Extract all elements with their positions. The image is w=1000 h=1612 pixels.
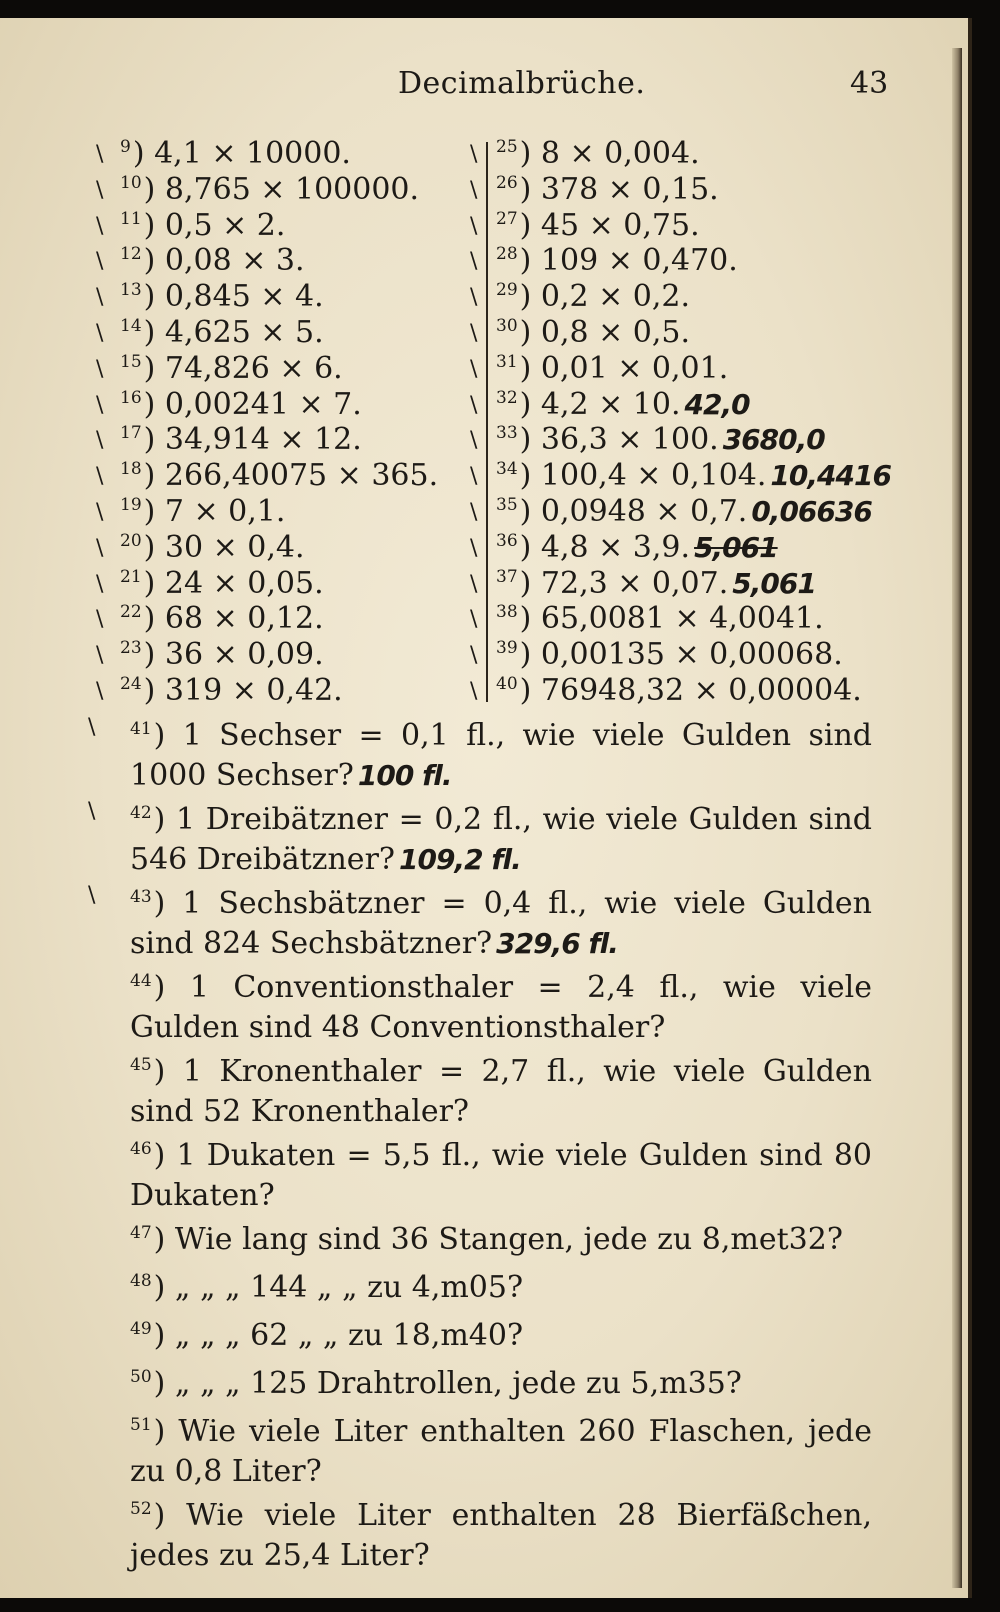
handwritten-answer: 329,6 fl. [496, 927, 618, 960]
right-exercise-column [470, 136, 891, 709]
check-mark: \ [96, 356, 104, 382]
check-mark: \ [470, 392, 478, 418]
check-mark: \ [470, 249, 478, 275]
word-problem: \ $^{43}$) 1 Sechsbätzner = 0,4 fl., wie viele Gulden sind 824 Sechsbätzner? 329,6 fl. [92, 886, 872, 962]
word-problem: \ $^{41}$) 1 Sechser = 0,1 fl., wie viele Gulden sind 1000 Sechser? 100 fl. [92, 718, 872, 794]
check-mark: \ [96, 320, 104, 346]
check-mark: \ [470, 499, 478, 525]
check-mark: \ [96, 535, 104, 561]
word-problem: $^{52}$) Wie viele Liter enthalten 28 Bierfäßchen, jedes zu 25,4 Liter? [130, 1498, 872, 1573]
check-mark: \ [470, 428, 478, 454]
word-problems [88, 715, 873, 1582]
exercise-row: \ $^{24}$) 319 × 0,42. [96, 672, 343, 708]
handwritten-answer-struck: 5,061 [694, 530, 778, 564]
handwritten-answer: 100 fl. [357, 759, 452, 792]
handwritten-answer: 0,06636 [751, 494, 872, 528]
exercise-row: \ $^{21}$) 24 × 0,05. [96, 565, 324, 601]
column-divider [486, 142, 488, 702]
check-mark: \ [470, 464, 478, 490]
exercise-row: \ $^{18}$) 266,40075 × 365. [96, 458, 439, 494]
check-mark: \ [88, 883, 96, 908]
exercise-row: \ $^{29}$) 0,2 × 0,2. [470, 279, 691, 315]
left-exercise-column [96, 136, 439, 709]
word-problem: $^{45}$) 1 Kronenthaler = 2,7 fl., wie viele Gulden sind 52 Kronenthaler? [130, 1054, 873, 1129]
word-problem: $^{48}$) „ „ „ 144 „ „ zu 4,m05? [130, 1270, 524, 1305]
handwritten-answer: 42,0 [684, 387, 750, 421]
word-problem: $^{46}$) 1 Dukaten = 5,5 fl., wie viele Gulden sind 80 Dukaten? [130, 1138, 872, 1213]
exercise-row: \ $^{17}$) 34,914 × 12. [96, 422, 362, 458]
check-mark: \ [96, 213, 104, 239]
word-problem: \ $^{42}$) 1 Dreibätzner = 0,2 fl., wie viele Gulden sind 546 Dreibätzner? 109,2 fl. [92, 802, 872, 878]
check-mark: \ [470, 285, 478, 311]
word-problem: $^{47}$) Wie lang sind 36 Stangen, jede zu 8,met32? [130, 1222, 843, 1257]
exercise-row: \ $^{33}$) 36,3 × 100. 3680,0 [470, 422, 825, 458]
exercise-row: \ $^{16}$) 0,00241 × 7. [96, 386, 362, 422]
exercise-row: \ $^{34}$) 100,4 × 0,104. 10,4416 [470, 458, 891, 494]
exercise-row: \ $^{19}$) 7 × 0,1. [96, 493, 286, 529]
check-mark: \ [96, 428, 104, 454]
exercise-row: \ $^{11}$) 0,5 × 2. [96, 207, 286, 243]
running-head: Decimalbrüche. [398, 66, 646, 101]
exercise-row: \ $^{10}$) 8,765 × 100000. [96, 171, 420, 207]
exercise-row: \ $^{14}$) 4,625 × 5. [96, 314, 324, 350]
exercise-row: \ $^9$) 4,1 × 10000. [96, 136, 351, 171]
check-mark: \ [470, 356, 478, 382]
exercise-row: \ $^{13}$) 0,845 × 4. [96, 279, 324, 315]
check-mark: \ [470, 571, 478, 597]
check-mark: \ [96, 464, 104, 490]
handwritten-answer: 3680,0 [722, 423, 825, 457]
exercise-row: \ $^{38}$) 65,0081 × 4,0041. [470, 601, 824, 637]
check-mark: \ [88, 715, 96, 740]
check-mark: \ [96, 678, 104, 704]
page-number: 43 [850, 66, 889, 101]
check-mark: \ [96, 392, 104, 418]
check-mark: \ [470, 678, 478, 704]
exercise-row: \ $^{22}$) 68 × 0,12. [96, 601, 324, 637]
check-mark: \ [96, 177, 104, 203]
exercise-row: \ $^{25}$) 8 × 0,004. [470, 136, 700, 171]
check-mark: \ [470, 607, 478, 633]
exercise-row: \ $^{26}$) 378 × 0,15. [470, 171, 719, 207]
check-mark: \ [470, 535, 478, 561]
check-mark: \ [470, 643, 478, 669]
check-mark: \ [96, 643, 104, 669]
book-page [0, 18, 972, 1598]
exercise-row: \ $^{12}$) 0,08 × 3. [96, 243, 305, 279]
exercise-row: \ $^{39}$) 0,00135 × 0,00068. [470, 637, 843, 673]
handwritten-answer: 109,2 fl. [399, 843, 521, 876]
exercise-row: \ $^{28}$) 109 × 0,470. [470, 243, 738, 279]
check-mark: \ [470, 177, 478, 203]
exercise-row: \ $^{31}$) 0,01 × 0,01. [470, 350, 729, 386]
handwritten-answer: 10,4416 [770, 459, 891, 493]
check-mark: \ [470, 142, 478, 167]
exercise-row: \ $^{37}$) 72,3 × 0,07. 5,061 [470, 565, 816, 601]
check-mark: \ [88, 799, 96, 824]
exercise-row: \ $^{15}$) 74,826 × 6. [96, 350, 343, 386]
exercise-row: \ $^{30}$) 0,8 × 0,5. [470, 314, 691, 350]
exercise-row: \ $^{40}$) 76948,32 × 0,00004. [470, 672, 862, 708]
exercise-row: \ $^{23}$) 36 × 0,09. [96, 637, 324, 673]
exercise-row: \ $^{32}$) 4,2 × 10. 42,0 [470, 386, 750, 422]
check-mark: \ [96, 499, 104, 525]
exercise-row: \ $^{36}$) 4,8 × 3,9. 5,061 [470, 529, 778, 565]
check-mark: \ [470, 213, 478, 239]
word-problem: $^{51}$) Wie viele Liter enthalten 260 Flaschen, jede zu 0,8 Liter? [130, 1414, 872, 1489]
word-problem: $^{49}$) „ „ „ 62 „ „ zu 18,m40? [130, 1318, 524, 1353]
check-mark: \ [470, 320, 478, 346]
check-mark: \ [96, 571, 104, 597]
word-problem: $^{50}$) „ „ „ 125 Drahtrollen, jede zu 5,m35? [130, 1366, 742, 1401]
exercise-row: \ $^{27}$) 45 × 0,75. [470, 207, 700, 243]
check-mark: \ [96, 285, 104, 311]
word-problem: $^{44}$) 1 Conventionsthaler = 2,4 fl., wie viele Gulden sind 48 Conventionsthaler? [130, 970, 872, 1045]
handwritten-answer: 5,061 [732, 566, 816, 600]
exercise-row: \ $^{35}$) 0,0948 × 0,7. 0,06636 [470, 493, 872, 529]
page-edge [952, 48, 962, 1588]
check-mark: \ [96, 142, 104, 167]
check-mark: \ [96, 249, 104, 275]
page-header [0, 48, 968, 101]
exercise-row: \ $^{20}$) 30 × 0,4. [96, 529, 305, 565]
check-mark: \ [96, 607, 104, 633]
